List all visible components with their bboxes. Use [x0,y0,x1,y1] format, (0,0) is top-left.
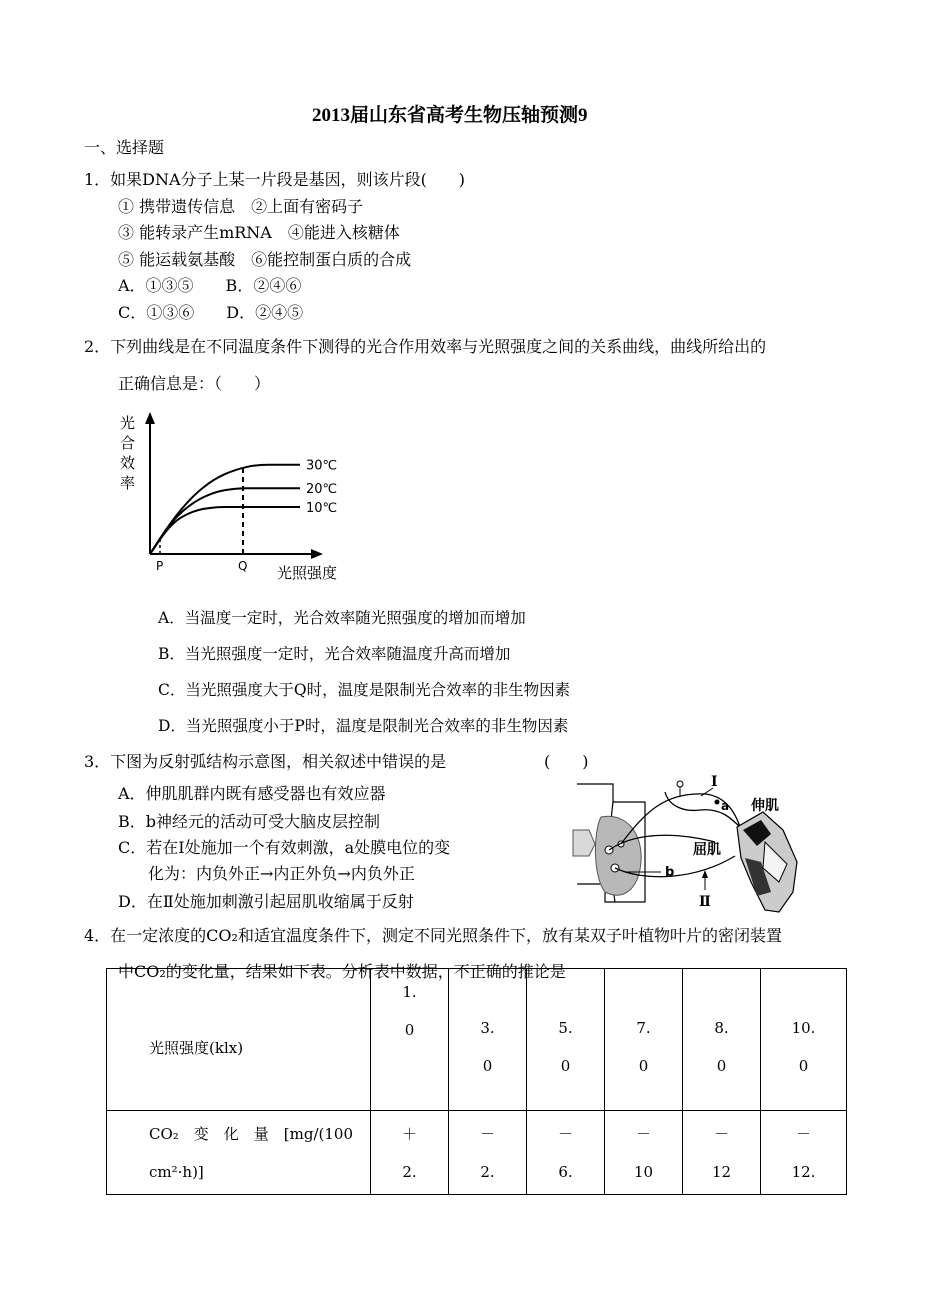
table-cell: 1. 0 [371,969,449,1111]
page-title: 2013届山东省高考生物压轴预测9 [312,105,588,126]
table-cell: 8. 0 [683,969,761,1111]
q3-option: C．若在Ⅰ处施加一个有效刺激，a处膜电位的变 [118,838,451,857]
q1-item: ⑤ 能运载氨基酸 ⑥能控制蛋白质的合成 [118,250,412,269]
y-axis [145,412,155,554]
q3-answer-paren: ( ) [544,752,589,771]
x-axis [150,549,323,559]
ii-arrow-icon [702,870,708,878]
co2-data-table [106,968,847,1195]
q4-stem-continued: 中CO₂的变化量，结果如下表。分析表中数据，不正确的推论是 [118,962,566,981]
reflex-arc-diagram [565,772,805,920]
series-line-10℃ [150,507,300,554]
table-cell: － 12 [683,1111,761,1195]
q1-options-cd: C．①③⑥ D．②④⑤ [118,303,304,322]
table-cell: 10. 0 [761,969,847,1111]
label-flexor: 屈肌 [693,842,721,858]
table-cell: 7. 0 [605,969,683,1111]
q3-option: D．在Ⅱ处施加刺激引起屈肌收缩属于反射 [118,892,414,911]
section-heading: 一、选择题 [84,138,165,157]
q1-item: ① 携带遗传信息 ②上面有密码子 [118,197,364,216]
q2-option: B．当光照强度一定时，光合效率随温度升高而增加 [158,645,511,663]
point-a-marker [715,800,720,805]
series-line-20℃ [150,488,300,554]
table-row [107,969,847,1111]
table-cell: － 12. [761,1111,847,1195]
q3-stem: 3．下图为反射弧结构示意图，相关叙述中错误的是 [84,752,447,771]
row-header-light: 光照强度(klx) [107,969,371,1111]
q1-options-ab: A．①③⑤ B．②④⑥ [118,276,302,295]
series-line-30℃ [150,465,300,554]
q2-option: C．当光照强度大于Q时，温度是限制光合效率的非生物因素 [158,681,571,699]
q1-item: ③ 能转录产生mRNA ④能进入核糖体 [118,223,400,242]
q2-option: D．当光照强度小于P时，温度是限制光合效率的非生物因素 [158,717,569,735]
table-cell: 5. 0 [527,969,605,1111]
table-cell: － 2. [449,1111,527,1195]
label-extensor: 伸肌 [751,798,779,814]
table-row [107,1111,847,1195]
y-axis-label-char: 率 [120,474,136,492]
x-tick-label: Q [238,559,248,573]
photosynthesis-chart [110,410,360,585]
label-II: Ⅱ [699,894,711,910]
series-label: 10℃ [306,501,338,516]
y-axis-label-char: 效 [120,454,136,472]
table-cell: － 10 [605,1111,683,1195]
q2-stem: 2．下列曲线是在不同温度条件下测得的光合作用效率与光照强度之间的关系曲线，曲线所给出的 [84,337,767,356]
central-canal [573,830,595,856]
series-label: 30℃ [306,458,338,474]
label-a: a [721,799,730,813]
q3-option: A．伸肌肌群内既有感受器也有效应器 [118,784,386,803]
q2-stem-continued: 正确信息是：（ ） [118,374,271,393]
q3-option: B．b神经元的活动可受大脑皮层控制 [118,812,381,831]
q3-option-continued: 化为：内负外正→内正外负→内负外正 [148,864,415,883]
y-axis-label-char: 光 [120,414,136,432]
table-cell: － 6. [527,1111,605,1195]
ganglion-icon [677,781,683,787]
table-cell: 3. 0 [449,969,527,1111]
row-header-co2: CO₂ 变 化 量 [mg/(100 cm²·h)] [107,1111,371,1195]
q2-option: A．当温度一定时，光合效率随光照强度的增加而增加 [158,609,526,627]
series-label: 20℃ [306,482,338,498]
x-tick-label: P [156,559,164,573]
label-b: b [665,865,675,880]
label-I: Ⅰ [711,774,718,790]
y-axis-label-char: 合 [120,434,136,452]
q1-stem: 1．如果DNA分子上某一片段是基因，则该片段( ) [84,170,466,189]
q4-stem: 4．在一定浓度的CO₂和适宜温度条件下，测定不同光照条件下，放有某双子叶植物叶片的密闭装置 [84,926,782,945]
x-axis-label: 光照强度 [277,564,338,582]
table-cell: ＋ 2. [371,1111,449,1195]
